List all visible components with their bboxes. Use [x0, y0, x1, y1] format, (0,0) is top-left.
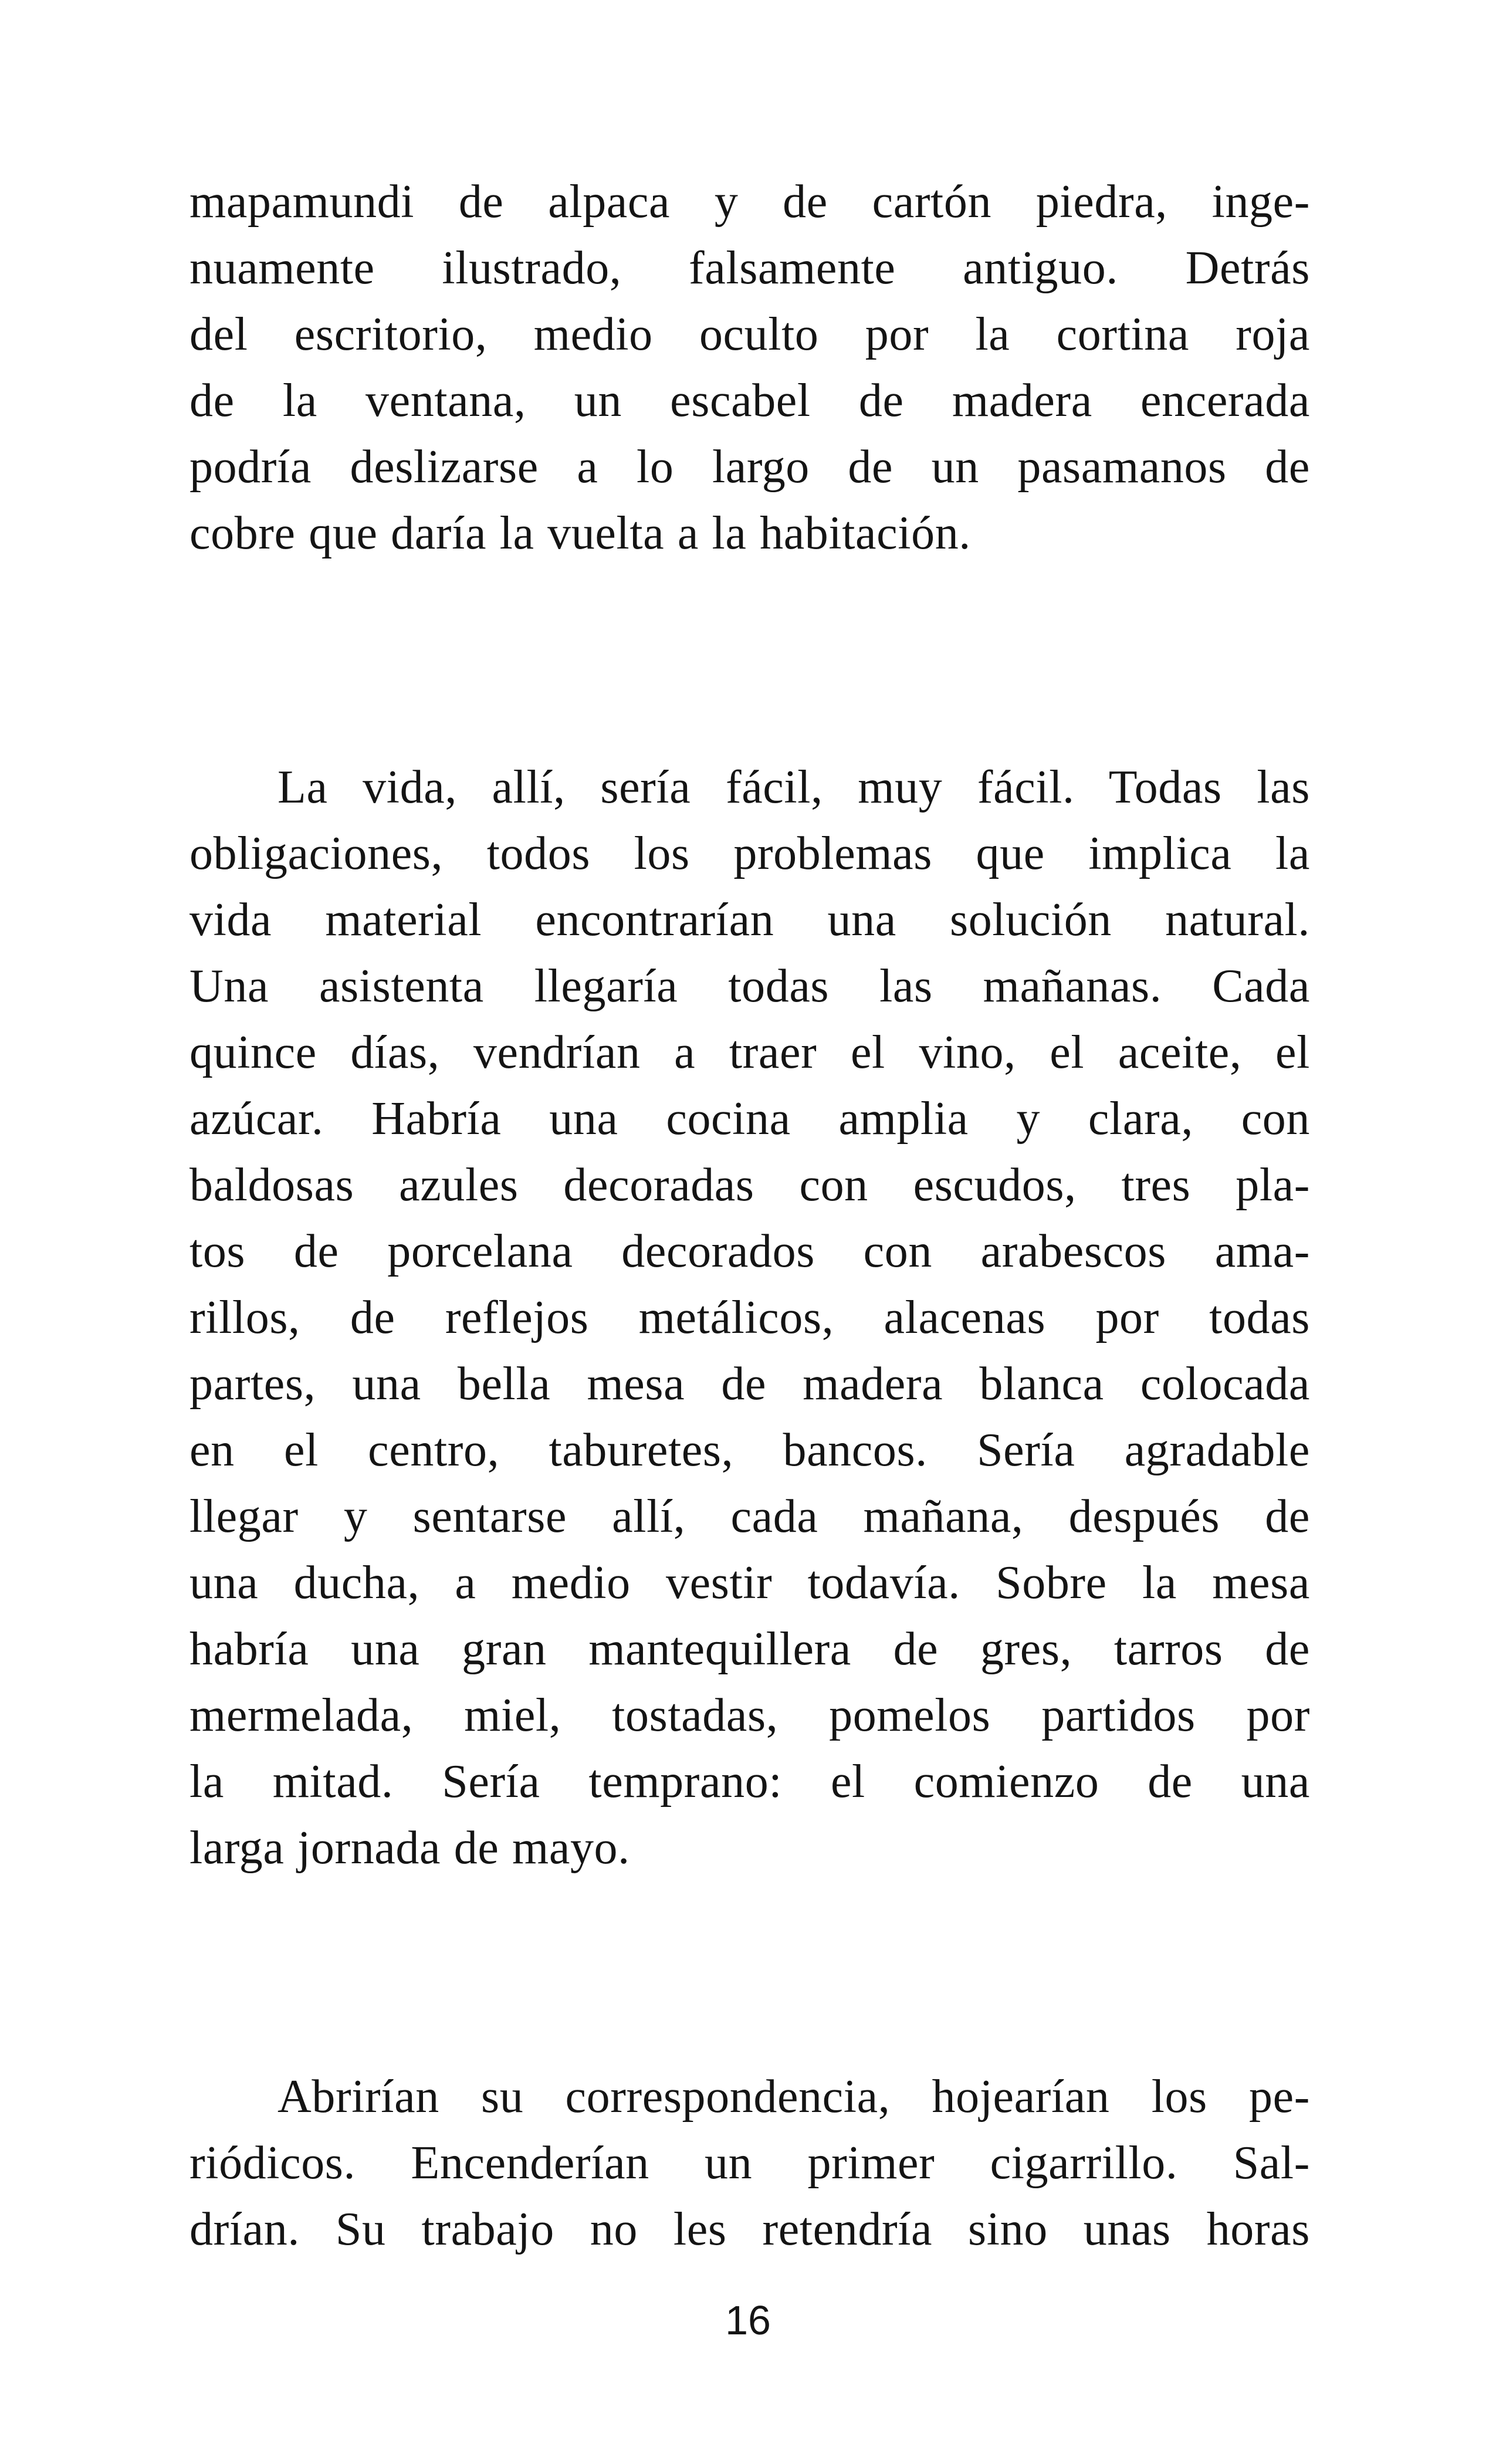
- text-line: en el centro, taburetes, bancos. Sería agradable: [189, 1424, 1310, 1476]
- text-line: llegar y sentarse allí, cada mañana, después de: [189, 1491, 1310, 1542]
- text-line: rillos, de reflejos metálicos, alacenas por todas: [189, 1292, 1310, 1343]
- text-line: drían. Su trabajo no les retendría sino unas horas: [189, 2204, 1310, 2255]
- text-line: tos de porcelana decorados con arabescos ama-: [189, 1226, 1310, 1277]
- text-line: nuamente ilustrado, falsamente antiguo. Detrás: [189, 242, 1310, 294]
- page-number: 16: [725, 2297, 771, 2343]
- text-line: vida material encontrarían una solución natural.: [189, 894, 1310, 946]
- text-line: baldosas azules decoradas con escudos, tres pla-: [189, 1159, 1310, 1211]
- text-line: del escritorio, medio oculto por la cortina roja: [189, 309, 1310, 360]
- text-line: habría una gran mantequillera de gres, tarros de: [189, 1623, 1310, 1675]
- text-line: azúcar. Habría una cocina amplia y clara, con: [189, 1093, 1310, 1145]
- text-line: Abrirían su correspondencia, hojearían los pe-: [277, 2071, 1310, 2123]
- text-line: quince días, vendrían a traer el vino, el aceite, el: [189, 1027, 1310, 1078]
- text-line: La vida, allí, sería fácil, muy fácil. Todas las: [277, 761, 1310, 813]
- text-line: cobre que daría la vuelta a la habitación.: [189, 507, 971, 559]
- text-line: de la ventana, un escabel de madera encerada: [189, 375, 1310, 427]
- paragraph-3: [189, 2064, 1310, 2263]
- text-line: obligaciones, todos los problemas que implica la: [189, 828, 1310, 879]
- text-line: mapamundi de alpaca y de cartón piedra, inge-: [189, 176, 1310, 228]
- text-line: podría deslizarse a lo largo de un pasamanos de: [189, 441, 1310, 493]
- text-line: mermelada, miel, tostadas, pomelos partidos por: [189, 1690, 1310, 1741]
- text-line: riódicos. Encenderían un primer cigarrillo. Sal-: [189, 2137, 1310, 2189]
- text-line: una ducha, a medio vestir todavía. Sobre la mesa: [189, 1557, 1310, 1609]
- paragraph-1: [189, 169, 1310, 567]
- text-line: larga jornada de mayo.: [189, 1822, 630, 1874]
- paragraph-2: [189, 754, 1310, 1881]
- text-line: partes, una bella mesa de madera blanca colocada: [189, 1358, 1310, 1410]
- text-line: Una asistenta llegaría todas las mañanas. Cada: [189, 960, 1310, 1012]
- text-line: la mitad. Sería temprano: el comienzo de una: [189, 1756, 1310, 1808]
